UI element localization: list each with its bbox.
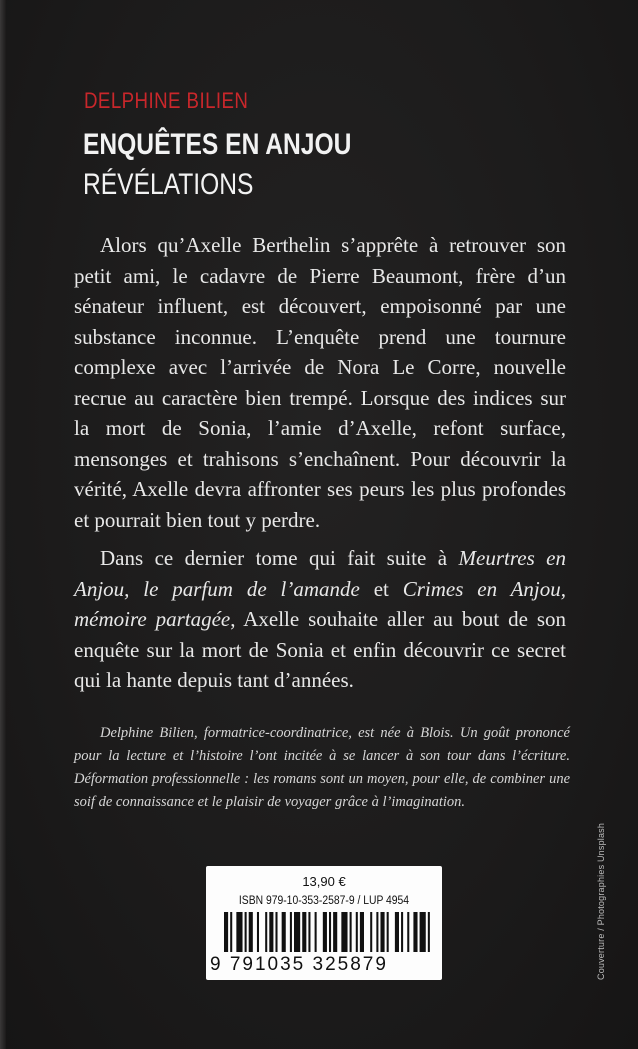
barcode-bar: [356, 912, 358, 952]
author-bio: Delphine Bilien, formatrice-coordinatrice, est née à Blois. Un goût prononcé pour la lecture et l’histoire l’ont incitée à se lancer à son tour dans l’écriture. Déformation professionnelle : les romans sont un moyen, pour elle, de combiner une soif de connaissance et le plaisir de voyager grâce à l’imagination.: [74, 725, 570, 810]
price: 13,90 €: [302, 874, 346, 889]
barcode-bar: [308, 912, 310, 952]
barcode-bar: [376, 912, 378, 952]
barcode-bar: [249, 912, 253, 952]
barcode-bar: [407, 912, 409, 952]
photo-credit: Couverture / Photographies Unsplash: [596, 822, 606, 980]
blurb-text: , Axelle souhaite aller au bout de son enquête sur la mort de Sonia et enfin découvrir ce secret qui la hante depuis tant d’années.: [74, 607, 566, 692]
blurb-paragraph-1: Alors qu’Axelle Berthelin s’apprête à retrouver son petit ami, le cadavre de Pierre Beaumont, frère d’un sénateur influent, est découvert, empoisonné par une substance inconnue. L’enquête prend une tournure complexe avec l’arrivée de Nora Le Corre, nouvelle recrue au caractère bien trempé. Lorsque des indices sur la mort de Sonia, l’amie d’Axelle, refont surface, mensonges et trahisons s’enchaînent. Pour découvrir la vérité, Axelle devra affronter ses peurs les plus profondes et pourrait bien tout y perdre.: [74, 233, 566, 532]
book-reference-2: Crimes en Anjou, mémoire partagée: [74, 576, 566, 631]
barcode-bar: [428, 912, 430, 952]
barcode-bar: [302, 912, 306, 952]
barcode-bar: [236, 912, 242, 952]
barcode-bar: [420, 912, 426, 952]
barcode-bar: [230, 912, 232, 952]
book-subtitle: RÉVÉLATIONS: [83, 168, 254, 201]
blurb: [74, 230, 566, 696]
barcode-bar: [395, 912, 399, 952]
barcode-number: 9 791035 325879: [210, 954, 388, 975]
barcode-bar: [329, 912, 331, 952]
blurb-paragraph-2: [74, 543, 566, 696]
author-name: DELPHINE BILIEN: [84, 88, 249, 113]
barcode-bar: [341, 912, 347, 952]
barcode-bar: [282, 912, 286, 952]
barcode-bar: [323, 912, 327, 952]
barcode-bar: [257, 912, 259, 952]
barcode-bar: [380, 912, 384, 952]
barcode-bar: [413, 912, 417, 952]
barcode-bar: [275, 912, 277, 952]
blurb-text: Dans ce dernier tome qui fait suite à: [100, 546, 459, 570]
book-reference-1: Meurtres en Anjou, le parfum de l’amande: [74, 546, 566, 601]
barcode-bar: [350, 912, 352, 952]
barcode-bar: [224, 912, 228, 952]
barcode-bar: [265, 912, 267, 952]
book-edge: [0, 0, 6, 1049]
barcode-bar: [290, 912, 292, 952]
barcode-bar: [360, 912, 364, 952]
series-title: ENQUÊTES EN ANJOU: [83, 128, 352, 161]
isbn: ISBN 979-10-353-2587-9 / LUP 4954: [238, 895, 410, 907]
barcode-bar: [333, 912, 337, 952]
barcode: [224, 912, 434, 960]
barcode-bar: [401, 912, 403, 952]
barcode-label: [206, 866, 442, 980]
barcode-bar: [269, 912, 273, 952]
barcode-bar: [370, 912, 372, 952]
barcode-bar: [387, 912, 389, 952]
barcode-bar: [315, 912, 317, 952]
barcode-bar: [245, 912, 247, 952]
barcode-bar: [294, 912, 300, 952]
blurb-text: et: [359, 576, 403, 601]
